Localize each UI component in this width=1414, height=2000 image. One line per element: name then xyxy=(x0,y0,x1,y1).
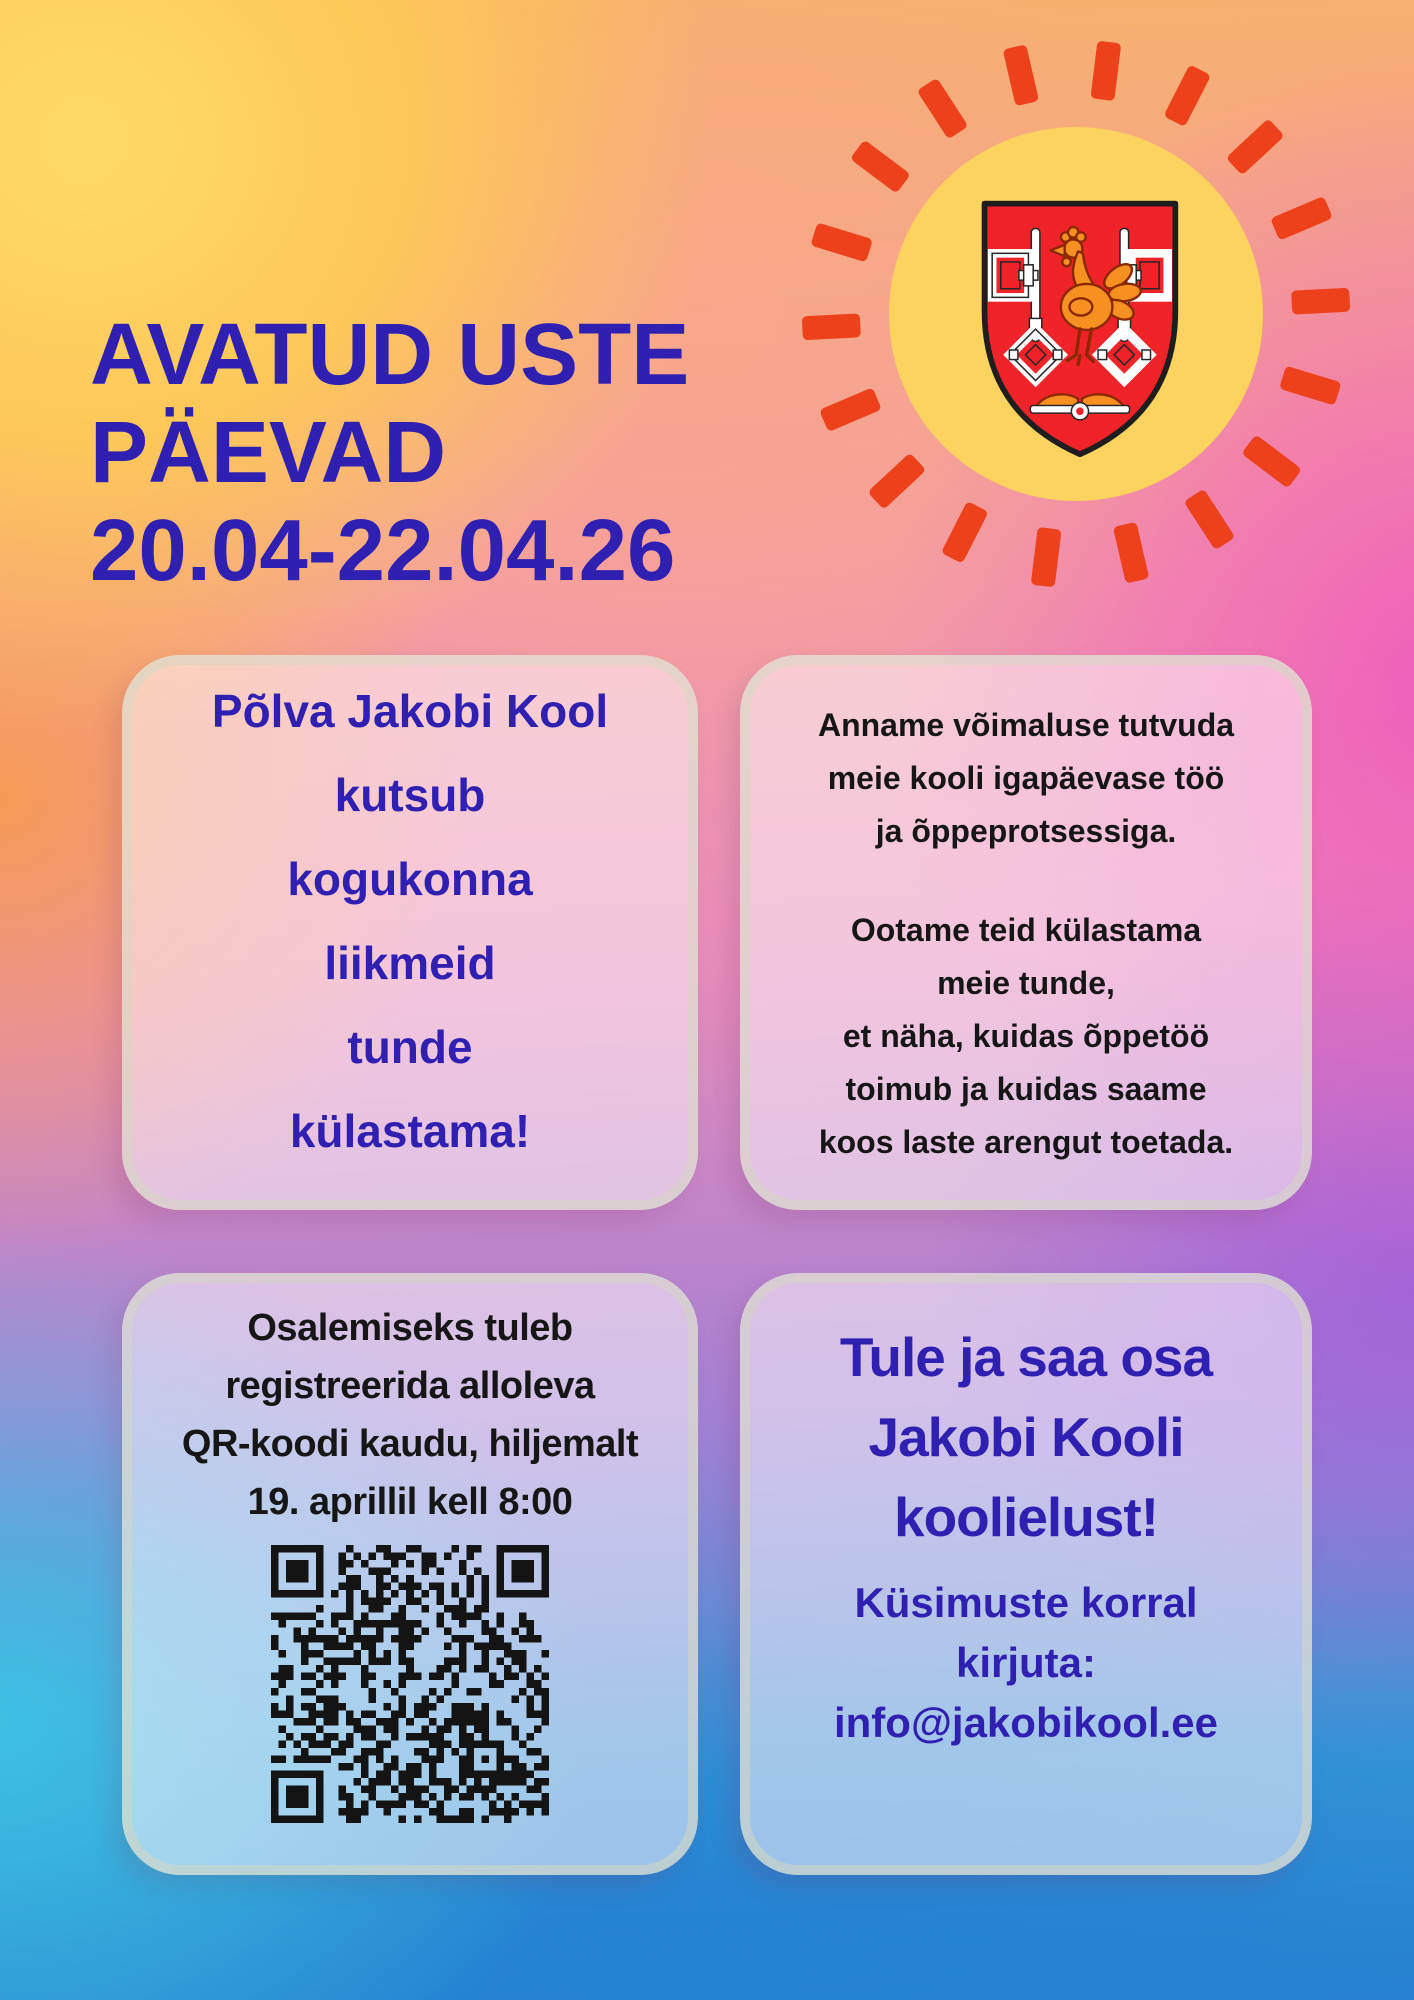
registration-line: 19. aprillil kell 8:00 xyxy=(247,1481,573,1523)
registration-text xyxy=(132,1283,688,1531)
about-line: ja õppeprotsessiga. xyxy=(875,813,1177,849)
about-line: toimub ja kuidas saame xyxy=(845,1071,1207,1107)
registration-line: Osalemiseks tuleb xyxy=(247,1307,573,1349)
invite-box xyxy=(122,655,698,1210)
registration-line: registreerida alloleva xyxy=(225,1365,595,1407)
sun-crest-wrap xyxy=(796,34,1356,594)
title-date: 20.04-22.04.26 xyxy=(90,502,676,599)
cta-box xyxy=(740,1273,1312,1875)
about-paragraph-1 xyxy=(766,699,1286,858)
registration-content xyxy=(132,1283,688,1865)
about-box xyxy=(740,655,1312,1210)
about-text xyxy=(750,665,1302,1200)
title-line-2: PÄEVAD xyxy=(90,404,447,501)
cta-content xyxy=(750,1283,1302,1865)
about-line: et näha, kuidas õppetöö xyxy=(842,1018,1210,1054)
invite-line: kutsub xyxy=(334,769,486,821)
title-line-1: AVATUD USTE xyxy=(90,306,690,403)
registration-box xyxy=(122,1273,698,1875)
invite-text xyxy=(132,665,688,1200)
about-line: koos laste arengut toetada. xyxy=(818,1124,1234,1160)
poster-title xyxy=(90,306,790,600)
invite-line: Põlva Jakobi Kool xyxy=(211,685,609,737)
cta-heading xyxy=(750,1283,1302,1557)
registration-line: QR-koodi kaudu, hiljemalt xyxy=(181,1423,639,1465)
invite-line: tunde xyxy=(347,1021,473,1073)
about-line: Ootame teid külastama xyxy=(850,912,1202,948)
invite-line: liikmeid xyxy=(324,937,496,989)
sun-icon xyxy=(796,34,1356,594)
qr-code xyxy=(271,1545,549,1823)
about-line: meie kooli igapäevase töö xyxy=(827,760,1225,796)
invite-line: kogukonna xyxy=(287,853,533,905)
cta-heading-line: Jakobi Kooli xyxy=(868,1406,1184,1468)
contact-email: info@jakobikool.ee xyxy=(833,1699,1218,1746)
cta-contact-line: kirjuta: xyxy=(955,1639,1097,1686)
invite-line: külastama! xyxy=(289,1105,531,1157)
cta-heading-line: koolielust! xyxy=(893,1486,1159,1548)
about-paragraph-2 xyxy=(766,904,1286,1169)
cta-heading-line: Tule ja saa osa xyxy=(839,1326,1213,1388)
about-line: meie tunde, xyxy=(937,965,1115,1001)
cta-contact-line: Küsimuste korral xyxy=(854,1579,1198,1626)
cta-contact xyxy=(750,1573,1302,1753)
about-line: Anname võimaluse tutvuda xyxy=(817,707,1235,743)
